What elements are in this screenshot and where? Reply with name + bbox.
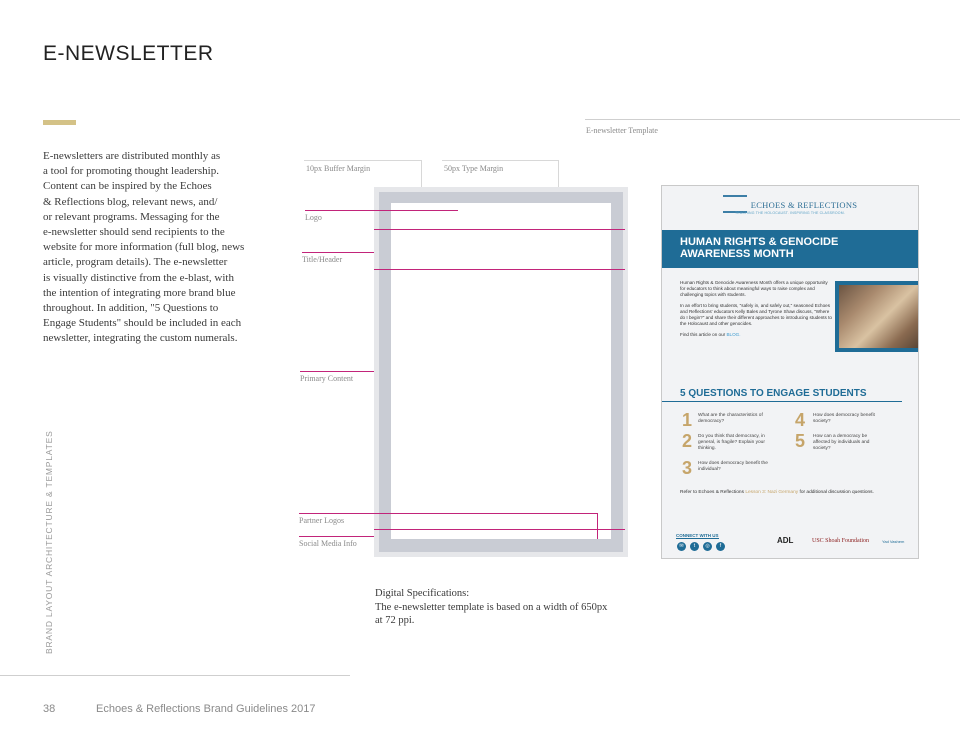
question-text: How does democracy benefit the individual?: [698, 461, 768, 472]
connect-heading: CONNECT WITH US: [676, 533, 719, 538]
buffer-margin-tick: [421, 160, 422, 187]
social-guide-line: [299, 536, 374, 537]
wireframe-content-area: [391, 203, 611, 539]
question-text: What are the characteristics of democracy?: [698, 413, 763, 424]
partner-adl-logo: ADL: [777, 536, 794, 545]
type-margin-tick: [558, 160, 559, 187]
page-title: E-NEWSLETTER: [43, 42, 214, 65]
footer-title: Echoes & Reflections Brand Guidelines 2017: [96, 703, 316, 715]
body-line: website for more information (full blog, news: [43, 241, 245, 254]
question-number: 3: [682, 458, 693, 478]
partner-guide-line: [299, 513, 598, 514]
buffer-margin-rule: [304, 160, 422, 161]
social-media-label: Social Media Info: [299, 539, 357, 548]
partner-bottom-guide: [374, 529, 625, 530]
email-icon[interactable]: ✉: [677, 542, 686, 551]
body-line: Engage Students" should be included in each: [43, 317, 242, 330]
body-line: is visually distinctive from the e-blast, with: [43, 271, 234, 284]
question-number: 5: [795, 431, 806, 451]
question-number: 4: [795, 410, 806, 430]
question-text: How can a democracy be affected by individuals and society?: [813, 434, 870, 451]
body-line: e-newsletter should send recipients to the: [43, 226, 225, 239]
partner-usc-logo: USC Shoah Foundation: [812, 538, 870, 544]
type-margin-rule: [442, 160, 559, 161]
body-line: Content can be inspired by the Echoes: [43, 180, 212, 193]
refer-rest: for additional discussion questions.: [799, 490, 874, 495]
banner-line: HUMAN RIGHTS & GENOCIDE: [680, 236, 839, 248]
section-side-label: BRAND LAYOUT ARCHITECTURE & TEMPLATES: [44, 430, 54, 654]
body-line: or relevant programs. Messaging for the: [43, 210, 220, 223]
question-number: 2: [682, 431, 693, 451]
question-text: Do you think that democracy, in general, is fragile? Explain your thinking.: [698, 434, 765, 451]
find-text: Find this article on our: [680, 332, 726, 337]
title-guide-line: [302, 252, 374, 253]
twitter-icon[interactable]: t: [690, 542, 699, 551]
body-line: newsletter, integrating the custom numerals.: [43, 332, 238, 345]
lesson-link[interactable]: Lesson 3: Nazi Germany: [745, 490, 799, 495]
refer-text: [680, 490, 900, 496]
facebook-icon[interactable]: f: [716, 542, 725, 551]
partner-guide-tick: [597, 513, 598, 539]
type-margin-label: 50px Type Margin: [444, 164, 504, 173]
title-region-label: Title/Header: [302, 255, 343, 264]
banner-line: AWARENESS MONTH: [680, 248, 794, 260]
newsletter-banner: [662, 230, 918, 268]
specs-line: The e-newsletter template is based on a width of 650px: [375, 601, 608, 613]
primary-guide-line: [300, 371, 374, 372]
body-line: a tool for promoting thought leadership.: [43, 165, 219, 178]
blog-link[interactable]: BLOG.: [726, 332, 741, 337]
newsletter-intro: [680, 280, 832, 338]
footer-divider: [0, 675, 350, 676]
logo-guide-line: [305, 210, 458, 211]
body-line: throughout. In addition, "5 Questions to: [43, 302, 219, 315]
template-label: E-newsletter Template: [586, 126, 658, 135]
intro-paragraph: Human Rights & Genocide Awareness Month offers a unique opportunity for educators to think about meaningful ways to raise complex and challenging topics with students.: [680, 280, 828, 297]
partner-yadvashem-logo: Yad Vashem: [882, 539, 905, 544]
instagram-icon[interactable]: ◎: [703, 542, 712, 551]
partner-logos-label: Partner Logos: [299, 516, 345, 525]
logo-bottom-guide: [374, 229, 625, 230]
body-line: the intention of integrating more brand blue: [43, 286, 236, 299]
intro-paragraph: In an effort to bring students, "safely in, and safely out," seasoned Echoes and Reflections' educators Kelly Bales and Tyrone Shaw discuss, "Where do I begin?" and share their different approaches to introducing students to the Holocaust and other genocides.: [680, 303, 832, 326]
questions-title: 5 QUESTIONS TO ENGAGE STUDENTS: [680, 388, 867, 399]
find-article: [680, 332, 832, 338]
accent-bar: [43, 120, 76, 125]
specs-line: at 72 ppi.: [375, 615, 415, 626]
newsletter-sample: [661, 185, 919, 559]
primary-content-label: Primary Content: [300, 374, 354, 383]
logo-region-label: Logo: [305, 213, 322, 222]
banner-title: [680, 236, 910, 260]
questions-rule: [662, 401, 902, 402]
classroom-photo: [839, 285, 918, 348]
question-text: How does democracy benefit society?: [813, 413, 875, 424]
refer-lead: Refer to Echoes & Reflections: [680, 490, 744, 495]
specs-heading: Digital Specifications:: [375, 588, 470, 599]
digital-specs: [375, 587, 675, 628]
title-bottom-guide: [374, 269, 625, 270]
body-line: article, program details). The e-newsletter: [43, 256, 228, 269]
body-copy: [43, 149, 280, 347]
body-line: & Reflections blog, relevant news, and/: [43, 195, 218, 208]
template-rule: [585, 119, 960, 120]
body-line: E-newsletters are distributed monthly as: [43, 150, 221, 162]
question-number: 1: [682, 410, 693, 430]
logo-tagline: TEACHING THE HOLOCAUST. INSPIRING THE CLASSROOM.: [734, 211, 845, 215]
buffer-margin-label: 10px Buffer Margin: [306, 164, 371, 173]
logo-text: ECHOES & REFLECTIONS: [750, 200, 858, 210]
page-number: 38: [43, 703, 56, 715]
